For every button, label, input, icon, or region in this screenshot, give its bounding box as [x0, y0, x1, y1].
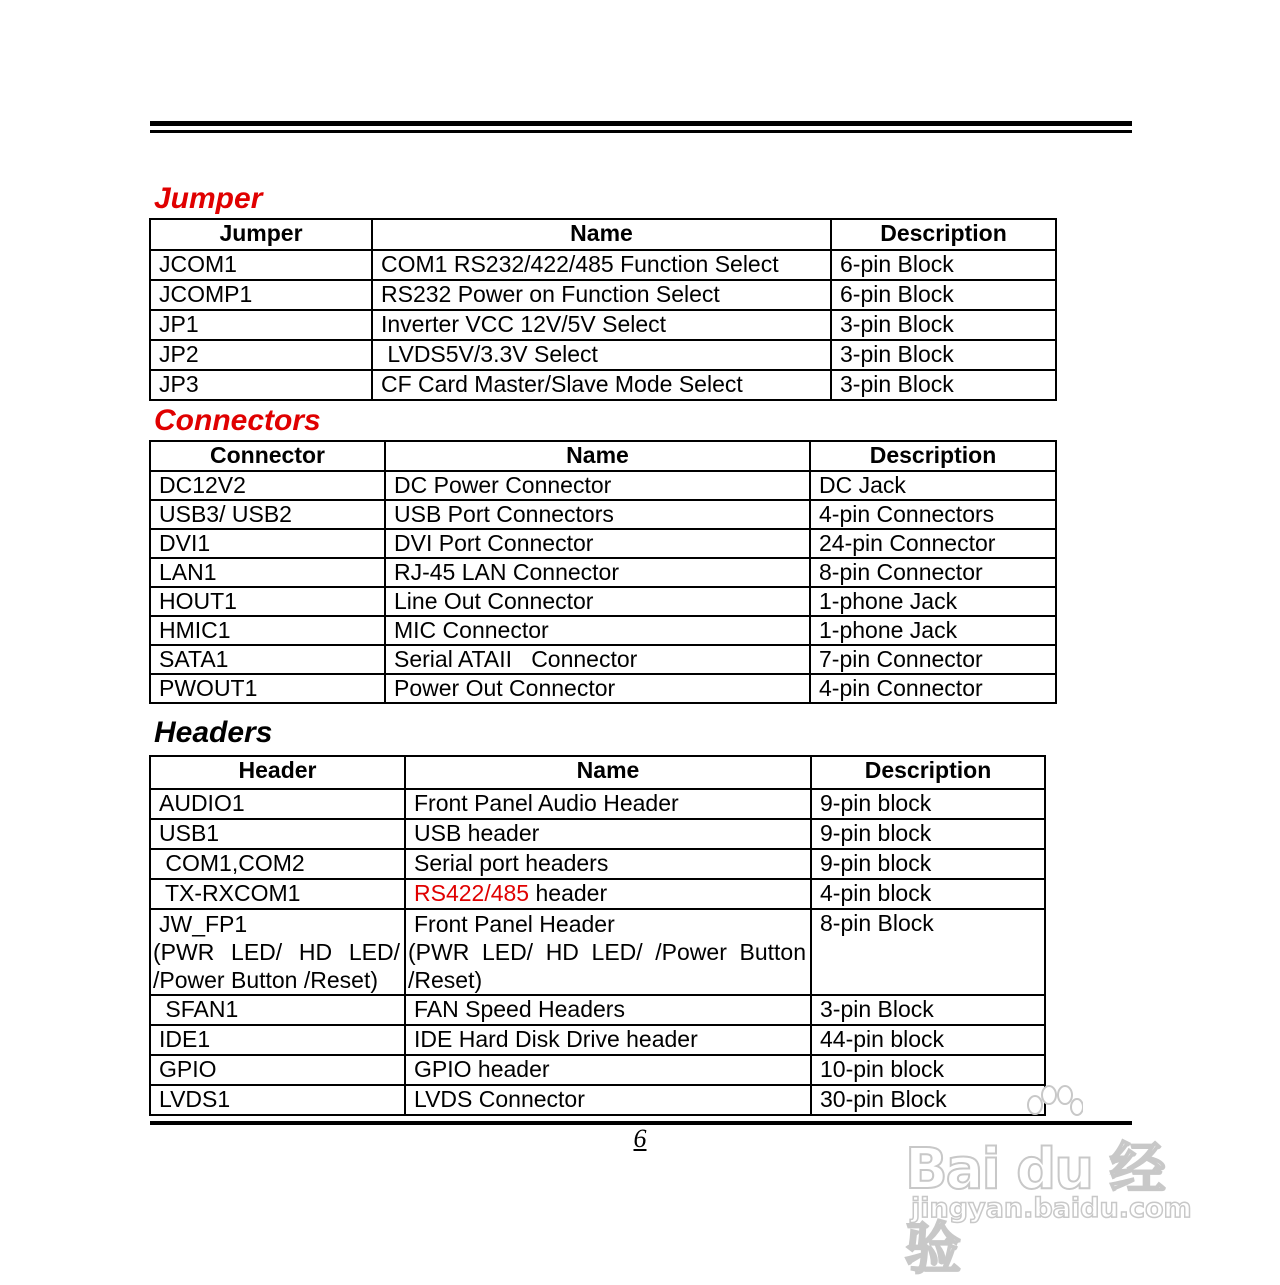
table-cell: 1-phone Jack: [810, 616, 1056, 645]
table-row: [150, 789, 1045, 819]
table-header-row: [150, 756, 1045, 789]
table-row: [150, 616, 1056, 645]
top-rule-thick: [150, 121, 1132, 126]
header-name-rest: header: [529, 880, 608, 906]
table-cell: RJ-45 LAN Connector: [385, 558, 810, 587]
table-cell: [405, 879, 811, 909]
connectors-table: [149, 440, 1057, 704]
table-cell: LVDS5V/3.3V Select: [372, 340, 831, 370]
table-cell: 8-pin Connector: [810, 558, 1056, 587]
fp-header-line1: JW_FP1: [159, 911, 248, 937]
table-row: [150, 849, 1045, 879]
headers-table: [149, 755, 1046, 1116]
table-cell: 4-pin Connectors: [810, 500, 1056, 529]
table-cell: HMIC1: [150, 616, 385, 645]
table-header-row: [150, 219, 1056, 250]
table-row: [150, 674, 1056, 703]
table-cell: DC Power Connector: [385, 471, 810, 500]
table-cell: TX-RXCOM1: [150, 879, 405, 909]
table-cell: 3-pin Block: [811, 995, 1045, 1025]
table-row: [150, 879, 1045, 909]
table-cell: 24-pin Connector: [810, 529, 1056, 558]
table-cell: 44-pin block: [811, 1025, 1045, 1055]
table-cell: USB1: [150, 819, 405, 849]
col-header: Description: [811, 756, 1045, 789]
table-cell: LVDS1: [150, 1085, 405, 1115]
table-row: [150, 909, 1045, 995]
table-cell: GPIO header: [405, 1055, 811, 1085]
table-header-row: [150, 441, 1056, 471]
table-cell: JCOM1: [150, 250, 372, 280]
col-header: Name: [372, 219, 831, 250]
table-cell: HOUT1: [150, 587, 385, 616]
table-cell: DVI Port Connector: [385, 529, 810, 558]
table-row: [150, 471, 1056, 500]
table-cell: 3-pin Block: [831, 370, 1056, 400]
table-cell: RS232 Power on Function Select: [372, 280, 831, 310]
table-cell: 6-pin Block: [831, 280, 1056, 310]
table-cell: LAN1: [150, 558, 385, 587]
col-header: Description: [831, 219, 1056, 250]
table-row: [150, 529, 1056, 558]
jumper-table: [149, 218, 1057, 401]
table-cell: MIC Connector: [385, 616, 810, 645]
table-cell: SFAN1: [150, 995, 405, 1025]
table-cell: USB Port Connectors: [385, 500, 810, 529]
table-cell: 9-pin block: [811, 849, 1045, 879]
table-row: [150, 645, 1056, 674]
table-row: [150, 1055, 1045, 1085]
table-cell: USB header: [405, 819, 811, 849]
fp-name-line2: (PWR LED/ HD LED/ /Power Button /Reset): [408, 939, 806, 993]
fp-name-line1: Front Panel Header: [414, 911, 615, 937]
table-cell: 3-pin Block: [831, 310, 1056, 340]
table-cell: Inverter VCC 12V/5V Select: [372, 310, 831, 340]
table-row: [150, 558, 1056, 587]
table-cell: SATA1: [150, 645, 385, 674]
table-cell: JP2: [150, 340, 372, 370]
col-header: Header: [150, 756, 405, 789]
table-row: [150, 587, 1056, 616]
table-cell: 3-pin Block: [831, 340, 1056, 370]
table-cell: 9-pin block: [811, 789, 1045, 819]
top-rule-thin: [150, 130, 1132, 133]
table-cell: FAN Speed Headers: [405, 995, 811, 1025]
table-row: [150, 819, 1045, 849]
table-cell: DC Jack: [810, 471, 1056, 500]
table-cell: IDE1: [150, 1025, 405, 1055]
table-cell: 4-pin Connector: [810, 674, 1056, 703]
table-cell: 9-pin block: [811, 819, 1045, 849]
table-cell: 10-pin block: [811, 1055, 1045, 1085]
table-row: [150, 500, 1056, 529]
watermark-url: jingyan.baidu.com: [911, 1193, 1192, 1224]
table-cell: CF Card Master/Slave Mode Select: [372, 370, 831, 400]
table-cell: Line Out Connector: [385, 587, 810, 616]
watermark-brand: Bai du 经验: [905, 1137, 1164, 1282]
table-cell: IDE Hard Disk Drive header: [405, 1025, 811, 1055]
table-cell: COM1,COM2: [150, 849, 405, 879]
table-cell: Front Panel Audio Header: [405, 789, 811, 819]
table-cell: Power Out Connector: [385, 674, 810, 703]
table-cell: 30-pin Block: [811, 1085, 1045, 1115]
table-row: [150, 370, 1056, 400]
jumper-section-title: Jumper: [154, 182, 263, 215]
table-cell: LVDS Connector: [405, 1085, 811, 1115]
table-row: [150, 1085, 1045, 1115]
table-cell: 1-phone Jack: [810, 587, 1056, 616]
table-row: [150, 995, 1045, 1025]
table-cell: AUDIO1: [150, 789, 405, 819]
table-cell: 4-pin block: [811, 879, 1045, 909]
col-header: Connector: [150, 441, 385, 471]
col-header: Name: [385, 441, 810, 471]
table-cell: Serial ATAII Connector: [385, 645, 810, 674]
table-cell: USB3/ USB2: [150, 500, 385, 529]
rs422-485-highlight: RS422/485: [414, 880, 530, 906]
table-cell: JP1: [150, 310, 372, 340]
table-cell: 8-pin Block: [811, 909, 1045, 995]
table-row: [150, 1025, 1045, 1055]
table-cell: 6-pin Block: [831, 250, 1056, 280]
fp-header-line2: (PWR LED/ HD LED/ /Power Button /Reset): [153, 939, 400, 993]
headers-section-title: Headers: [154, 716, 273, 749]
table-row: [150, 310, 1056, 340]
col-header: Jumper: [150, 219, 372, 250]
table-cell: 7-pin Connector: [810, 645, 1056, 674]
table-cell: DVI1: [150, 529, 385, 558]
page-number: 6: [633, 1124, 647, 1153]
table-row: [150, 280, 1056, 310]
table-cell-multiline: [405, 909, 811, 995]
table-cell: GPIO: [150, 1055, 405, 1085]
col-header: Description: [810, 441, 1056, 471]
table-row: [150, 250, 1056, 280]
table-cell: JP3: [150, 370, 372, 400]
table-cell: Serial port headers: [405, 849, 811, 879]
table-cell: DC12V2: [150, 471, 385, 500]
table-cell: COM1 RS232/422/485 Function Select: [372, 250, 831, 280]
table-cell-multiline: [150, 909, 405, 995]
table-cell: PWOUT1: [150, 674, 385, 703]
connectors-section-title: Connectors: [154, 404, 321, 437]
table-cell: JCOMP1: [150, 280, 372, 310]
table-row: [150, 340, 1056, 370]
col-header: Name: [405, 756, 811, 789]
